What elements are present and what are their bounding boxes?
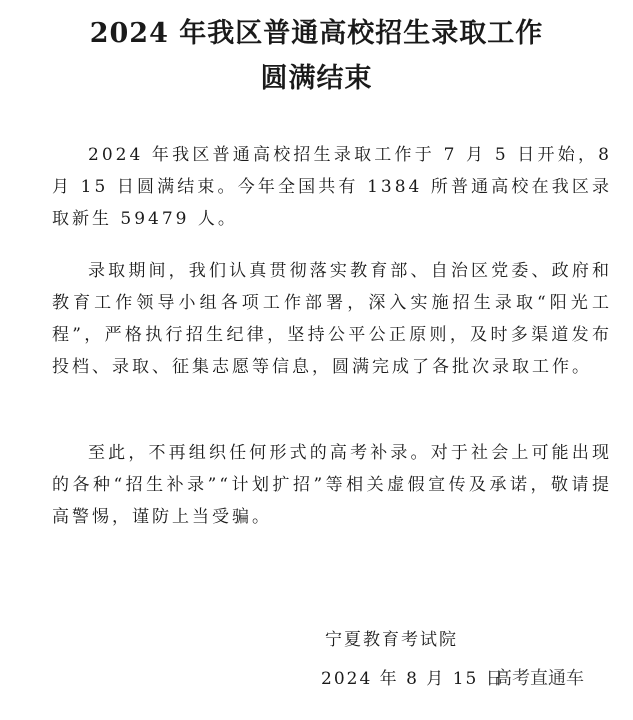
body-paragraph-3-container	[52, 437, 612, 533]
body-paragraph-1-container	[52, 139, 612, 235]
body-paragraph: 2024 年我区普通高校招生录取工作于 7 月 5 日开始，8 月 15 日圆满结束。今年全国共有 1384 所普通高校在我区录取新生 59479 人。	[52, 145, 612, 229]
source-watermark: 高考直通车	[494, 668, 584, 689]
document-title-line1: 2024 年我区普通高校招生录取工作	[89, 18, 544, 49]
body-paragraph: 录取期间，我们认真贯彻落实教育部、自治区党委、政府和教育工作领导小组各项工作部署，深入实施招生录取“阳光工程”，严格执行招生纪律，坚持公平公正原则，及时多渠道发布投档、录取、征集志愿等信息，圆满完成了各批次录取工作。	[52, 261, 612, 377]
document-title-line2: 圆满结束	[260, 63, 373, 94]
signature-date: 2024 年 8 月 15 日	[321, 669, 505, 689]
body-paragraph-2-container	[52, 255, 612, 383]
body-paragraph: 至此，不再组织任何形式的高考补录。对于社会上可能出现的各种“招生补录”“计划扩招”等相关虚假宣传及承诺，敬请提高警惕，谨防上当受骗。	[52, 443, 612, 527]
signature-organization: 宁夏教育考试院	[325, 630, 458, 650]
